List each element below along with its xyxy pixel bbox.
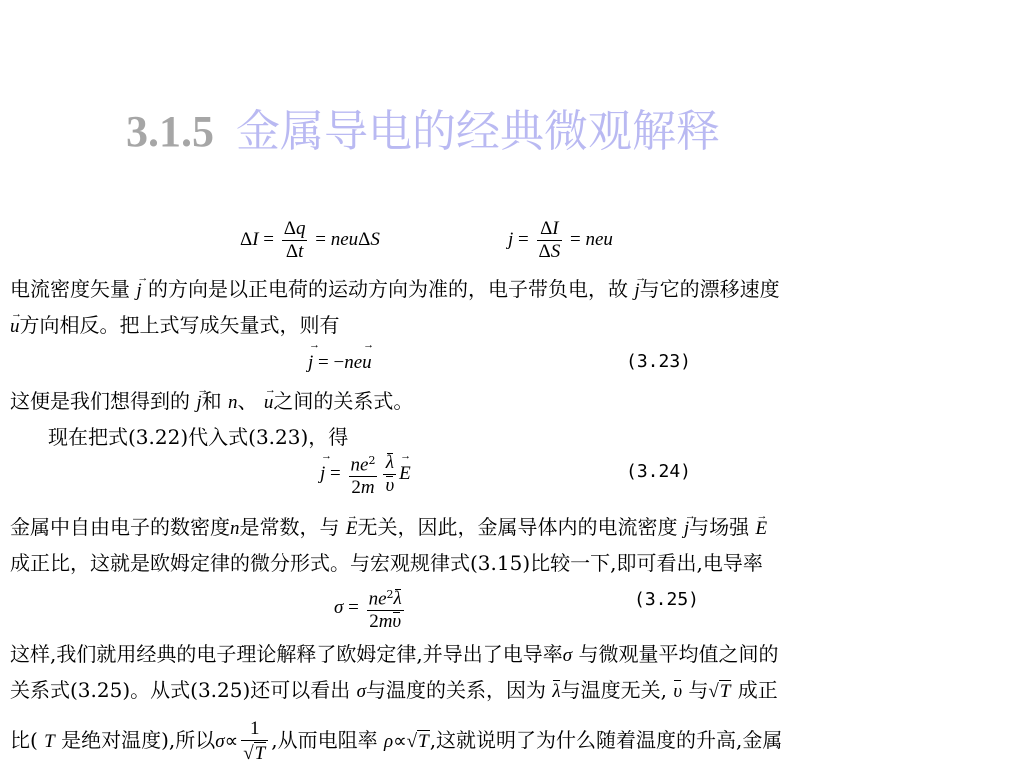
formula-current: ΔI = $\frac{\Delta q}{\Delta t}$ = neuΔS [240, 218, 380, 262]
equation-number: (3.23) [626, 351, 692, 372]
section-number: 3.1.5 [126, 107, 214, 156]
paragraph-line: → u方向相反。把上式写成矢量式，则有 [10, 312, 340, 340]
slide-title [126, 104, 720, 160]
equation-3-25: σ = $\frac{ne^2\lambda}{2m\upsilon}$ [334, 584, 407, 633]
equation-number: (3.24) [626, 461, 692, 482]
paragraph-line: 比( T 是绝对温度),所以σ∝ $\frac{1}{√T}$ ,从而电阻率 ρ∝√T,这就说明了为什么随着温度的升高,金属 [10, 718, 783, 764]
equation-number: (3.25) [634, 589, 700, 610]
paragraph-line: 这便是我们想得到的 → j和 n、 → u之间的关系式。 [10, 388, 413, 416]
paragraph-line: 这样,我们就用经典的电子理论解释了欧姆定律,并导出了电导率σ 与微观量平均值之间的 [10, 642, 779, 666]
paragraph-line: 金属中自由电子的数密度n是常数，与 → E无关，因此，金属导体内的电流密度 → j与场强 → E [10, 514, 767, 542]
paragraph-line: 成正比，这就是欧姆定律的微分形式。与宏观规律式(3.15)比较一下,即可看出,电导率 [10, 551, 763, 575]
equation-3-23: → j = −ne→ u [308, 352, 372, 374]
section-title: 金属导电的经典微观解释 [236, 106, 720, 157]
paragraph-line: 现在把式(3.22)代入式(3.23)，得 [48, 425, 349, 449]
formula-current-density: j = $\frac{\Delta I}{\Delta S}$ = neu [508, 218, 613, 262]
paragraph-line: 关系式(3.25)。从式(3.25)还可以看出 σ与温度的关系，因为 λ与温度无关, υ 与√T 成正 [10, 677, 778, 705]
equation-3-24: → j = $\frac{ne^2}{2m}$ $\frac{\lambda}{\upsilon}$ → E [320, 450, 411, 499]
paragraph-line: 电流密度矢量 → j 的方向是以正电荷的运动方向为准的，电子带负电，故 → j与它的漂移速度 [10, 276, 780, 304]
